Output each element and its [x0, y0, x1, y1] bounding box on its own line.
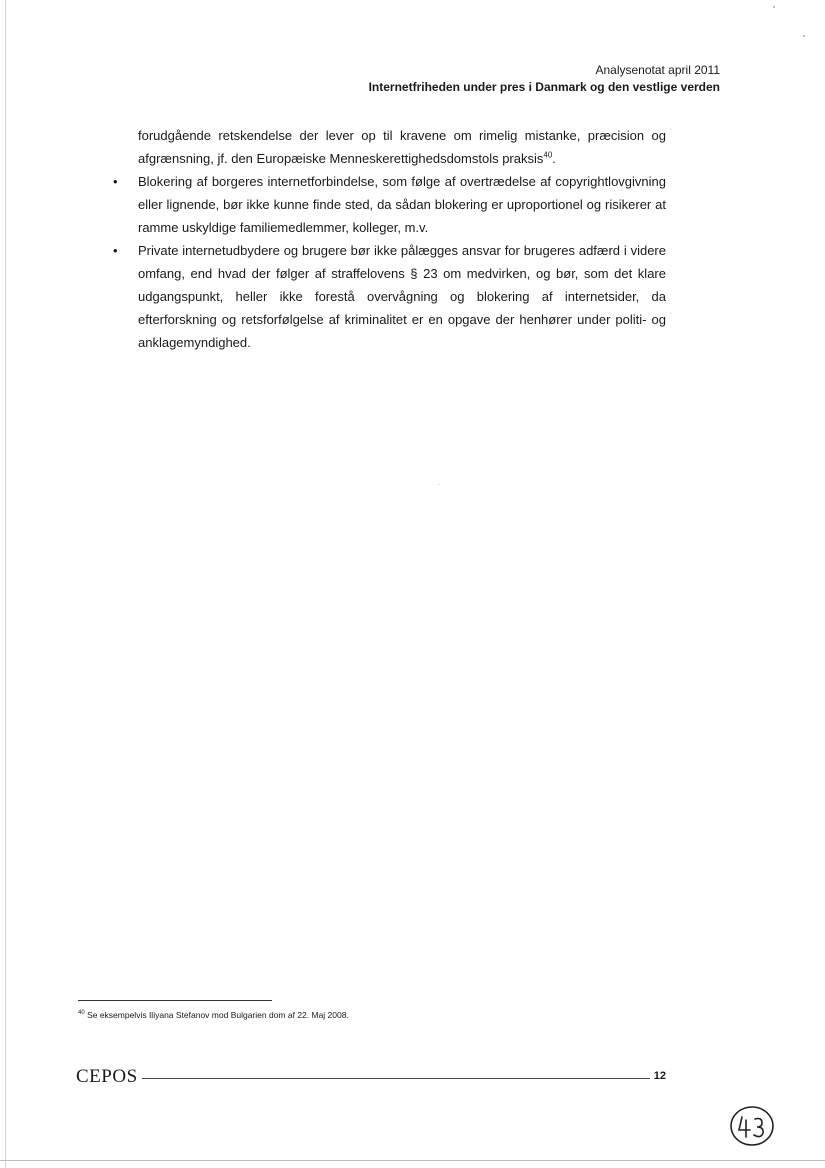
bullet-item-providers	[113, 239, 666, 354]
continuation-paragraph	[138, 124, 666, 170]
page-footer	[76, 1066, 666, 1090]
continuation-end: .	[552, 151, 556, 166]
bullet-text: Blokering af borgeres internetforbindelse, som følge af overtrædelse af copyrightlovgivning eller lignende, bør ikke kunne finde sted, da sådan blokering er uproportionel og risikerer at ramme uskyldige familiemedlemmer, kolleger, m.v.	[138, 174, 666, 235]
footnote-reference[interactable]: 40	[543, 150, 553, 160]
footnote-text: Se eksempelvis Iliyana Stefanov mod Bulgarien dom af 22. Maj 2008.	[87, 1010, 349, 1020]
bullet-text: Private internetudbydere og brugere bør ikke pålægges ansvar for brugeres adfærd i videre omfang, end hvad der følger af straffelovens § 23 om medvirken, og bør, som det klare udgangspunkt, heller ikke forestå overvågning og blokering af internetsider, da efterforskning og retsforfølgelse af kriminalitet er en opgave der henhører under politi- og anklagemyndighed.	[138, 243, 666, 350]
header-title: Internetfriheden under pres i Danmark og den vestlige verden	[368, 80, 720, 94]
scan-edge	[5, 0, 6, 1168]
page-number: 12	[653, 1070, 666, 1082]
scan-speck	[803, 35, 805, 37]
bullet-marker: •	[113, 174, 118, 189]
footnote-number: 40	[78, 1010, 85, 1017]
footer-brand: CEPOS	[76, 1066, 138, 1087]
body-text	[113, 124, 666, 354]
continuation-text: forudgående retskendelse der lever op til kravene om rimelig mistanke, præcision og afgrænsning, jf. den Europæiske Menneskerettighedsdomstols praksis	[138, 128, 666, 166]
footnote-divider	[78, 1000, 272, 1001]
scan-speck	[773, 6, 775, 8]
bullet-marker: •	[113, 243, 118, 258]
scan-speck	[438, 484, 439, 485]
scan-edge-bottom	[0, 1160, 825, 1161]
bullet-item-blocking	[113, 170, 666, 239]
header-doc-type: Analysenotat april 2011	[595, 63, 720, 77]
page-header	[369, 62, 720, 96]
footer-rule	[142, 1078, 650, 1079]
footnote	[78, 1010, 349, 1020]
handwritten-page-stamp	[729, 1104, 775, 1148]
bullet-list	[113, 170, 666, 354]
